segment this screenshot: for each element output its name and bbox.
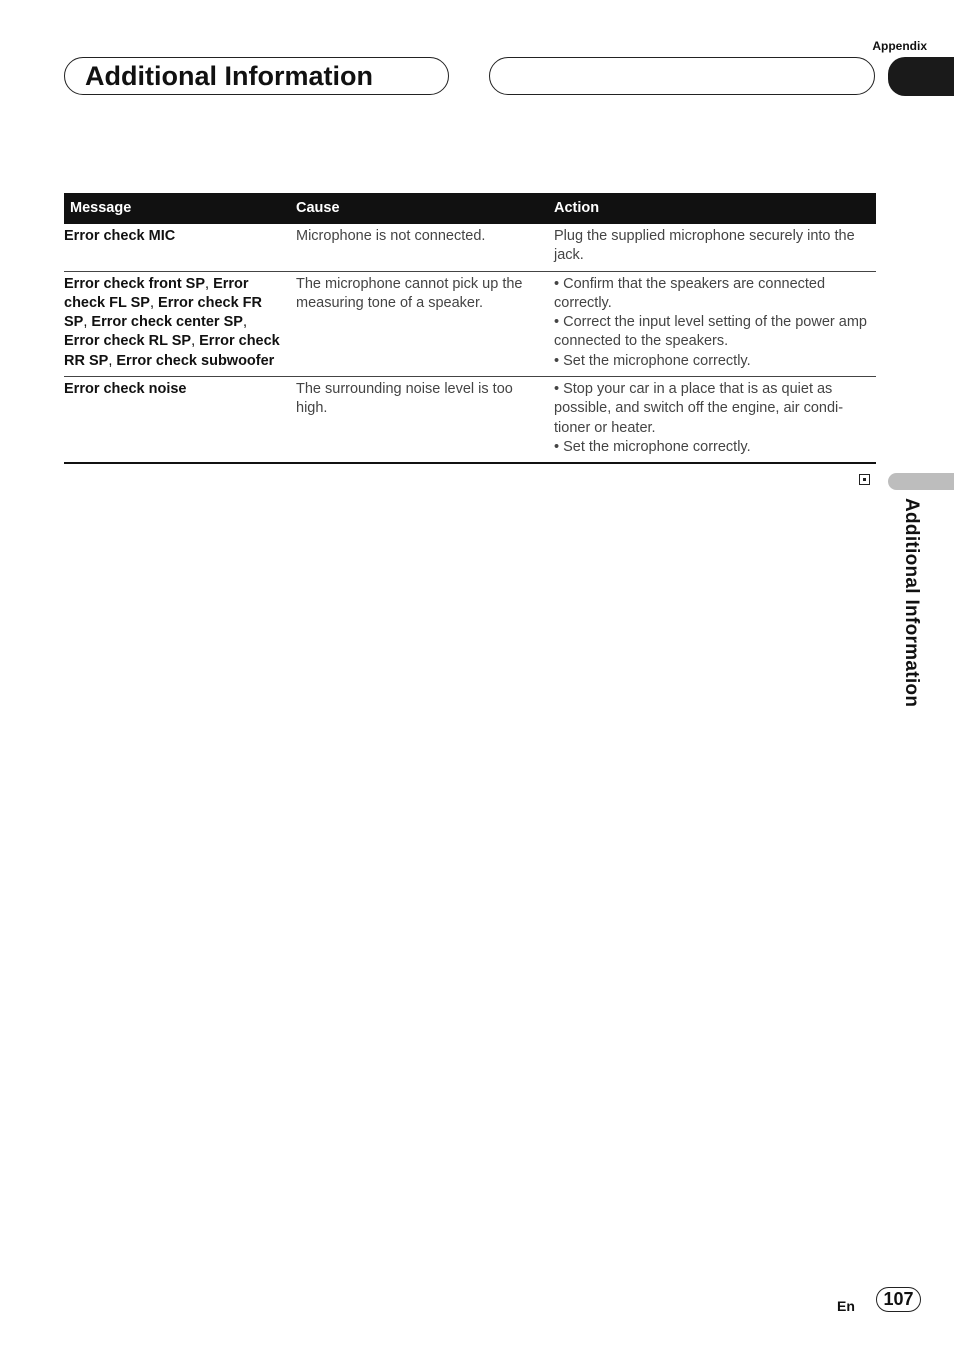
action-line: • Correct the input level setting of the power amp connected to the speakers. xyxy=(554,314,867,350)
table-row xyxy=(64,224,876,271)
cause-cell: Microphone is not connected. xyxy=(290,224,548,271)
table-header-row xyxy=(64,193,876,224)
cause-cell: The microphone cannot pick up the measuring tone of a speaker. xyxy=(290,271,548,376)
cause-cell: The surrounding noise level is too high. xyxy=(290,377,548,464)
action-line: Plug the supplied microphone securely into the jack. xyxy=(554,228,855,264)
action-line: • Confirm that the speakers are connected correctly. xyxy=(554,275,826,311)
end-of-section-icon xyxy=(859,474,870,485)
message-part: Error check RL SP xyxy=(64,333,192,350)
column-header-message: Message xyxy=(64,193,290,224)
section-tab-marker xyxy=(888,57,954,96)
blank-header-frame xyxy=(489,57,875,95)
error-message-table xyxy=(64,193,876,464)
message-part: Error check subwoofer xyxy=(116,352,275,369)
action-line: • Set the microphone correctly. xyxy=(554,438,751,455)
message-part: Error check FL SP xyxy=(64,275,249,311)
page-title: Additional Information xyxy=(85,61,373,91)
action-cell xyxy=(548,271,876,376)
message-cell: Error check MIC xyxy=(64,224,290,271)
section-label: Appendix xyxy=(872,39,927,53)
side-tab-label: Additional Information xyxy=(901,498,922,708)
message-cell: Error check noise xyxy=(64,377,290,464)
message-part: Error check center SP xyxy=(91,314,243,331)
column-header-action: Action xyxy=(548,193,876,224)
title-frame xyxy=(64,57,449,95)
side-tab-marker xyxy=(888,473,954,490)
action-cell xyxy=(548,377,876,464)
column-header-cause: Cause xyxy=(290,193,548,224)
message-part: Error check FR SP xyxy=(64,294,262,331)
action-line: • Stop your car in a place that is as quiet as possible, and switch off the engine, air condi-tioner or heater. xyxy=(554,381,844,436)
table-row xyxy=(64,377,876,464)
table-row xyxy=(64,271,876,376)
action-line: • Set the microphone correctly. xyxy=(554,352,751,369)
message-cell: Error check front SP, Error check FL SP, Error check FR SP, Error check center SP, Error check RL SP, Error check RR SP, Error check subwoofer xyxy=(64,271,290,376)
page-number: 107 xyxy=(876,1287,921,1312)
language-label: En xyxy=(837,1298,855,1314)
action-cell xyxy=(548,224,876,271)
message-part: Error check RR SP xyxy=(64,333,280,369)
message-part: Error check front SP xyxy=(64,275,206,292)
